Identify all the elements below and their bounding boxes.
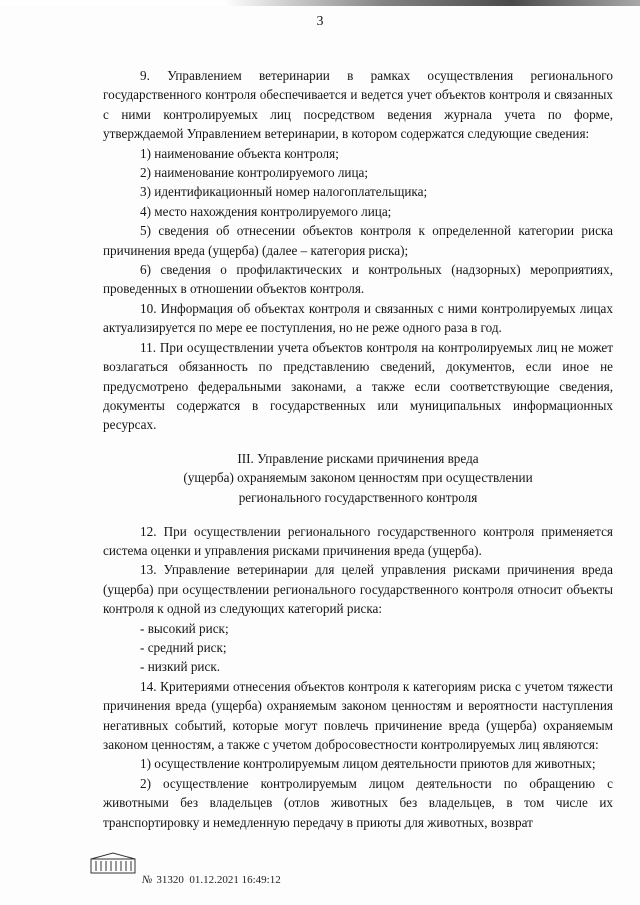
- section-heading-line: регионального государственного контроля: [238, 489, 478, 505]
- list-item: 2) осуществление контролируемым лицом деятельности по обращению с животными без владельцев (отлов животных без владельцев, в том числе их транспортировку и немедленную передачу в приюты для животных, возврат: [103, 775, 613, 830]
- list-item: 5) сведения об отнесении объектов контроля к определенной категории риска причинения вреда (ущерба) (далее – категория риска);: [103, 223, 613, 258]
- paragraph-11: 11. При осуществлении учета объектов контроля на контролируемых лиц не может возлагаться обязанность по представлению сведений, документов, если иное не предусмотрено федеральными законами, а также если соответствующие сведения, документы содержатся в государственных или муниципальных информационных ресурсах.: [103, 339, 613, 433]
- section-heading-line: (ущерба) охраняемым законом ценностям при осуществлении: [183, 470, 533, 486]
- paragraph-10: 10. Информация об объектах контроля и связанных с ними контролируемых лицах актуализируется по мере ее поступления, но не реже одного раза в год.: [103, 300, 613, 336]
- list-item: 1) наименование объекта контроля;: [140, 145, 339, 161]
- list-item: - средний риск;: [140, 639, 227, 655]
- registration-stamp: [142, 874, 281, 886]
- building-seal-icon: [90, 852, 136, 874]
- registration-timestamp: 01.12.2021 16:49:12: [189, 874, 281, 886]
- list-item: 1) осуществление контролируемым лицом деятельности приютов для животных;: [140, 756, 596, 772]
- list-item: 4) место нахождения контролируемого лица;: [140, 203, 392, 219]
- list-item: 3) идентификационный номер налогоплательщика;: [140, 184, 428, 200]
- list-item: 6) сведения о профилактических и контрольных (надзорных) мероприятиях, проведенных в отношении объектов контроля.: [103, 262, 613, 297]
- paragraph-9: 9. Управлением ветеринарии в рамках осуществления регионального государственного контроля обеспечивается и ведется учет объектов контроля и связанных с ними контролируемых лиц посредством ведения журнала учета по форме, утверждаемой Управлением ветеринарии, в котором содержатся следующие сведения:: [103, 68, 613, 142]
- list-item: 2) наименование контролируемого лица;: [140, 165, 369, 181]
- section-heading: [103, 449, 613, 508]
- paragraph-13: 13. Управление ветеринарии для целей управления рисками причинения вреда (ущерба) при осуществлении регионального государственного контроля относит объекты контроля к одной из следующих категорий риска:: [103, 562, 613, 617]
- paragraph-12: 12. При осуществлении регионального государственного контроля применяется система оценки и управления рисками причинения вреда (ущерба).: [103, 523, 613, 558]
- document-number: 31320: [156, 874, 184, 886]
- list-item: - высокий риск;: [140, 620, 229, 636]
- registration-footer: [90, 852, 410, 892]
- number-sign: №: [142, 874, 153, 886]
- scan-edge-shadow: [0, 0, 640, 6]
- list-item: - низкий риск.: [140, 659, 221, 675]
- section-heading-line: III. Управление рисками причинения вреда: [237, 450, 479, 466]
- paragraph-14: 14. Критериями отнесения объектов контроля к категориям риска с учетом тяжести причинения вреда (ущерба) охраняемым законом ценностям и вероятности наступления негативных событий, которые могут повлечь причинение вреда (ущерба) охраняемым законом ценностям, а также с учетом добросовестности контролируемых лиц являются:: [103, 678, 613, 752]
- document-body: [103, 66, 613, 832]
- page-number: 3: [316, 14, 324, 29]
